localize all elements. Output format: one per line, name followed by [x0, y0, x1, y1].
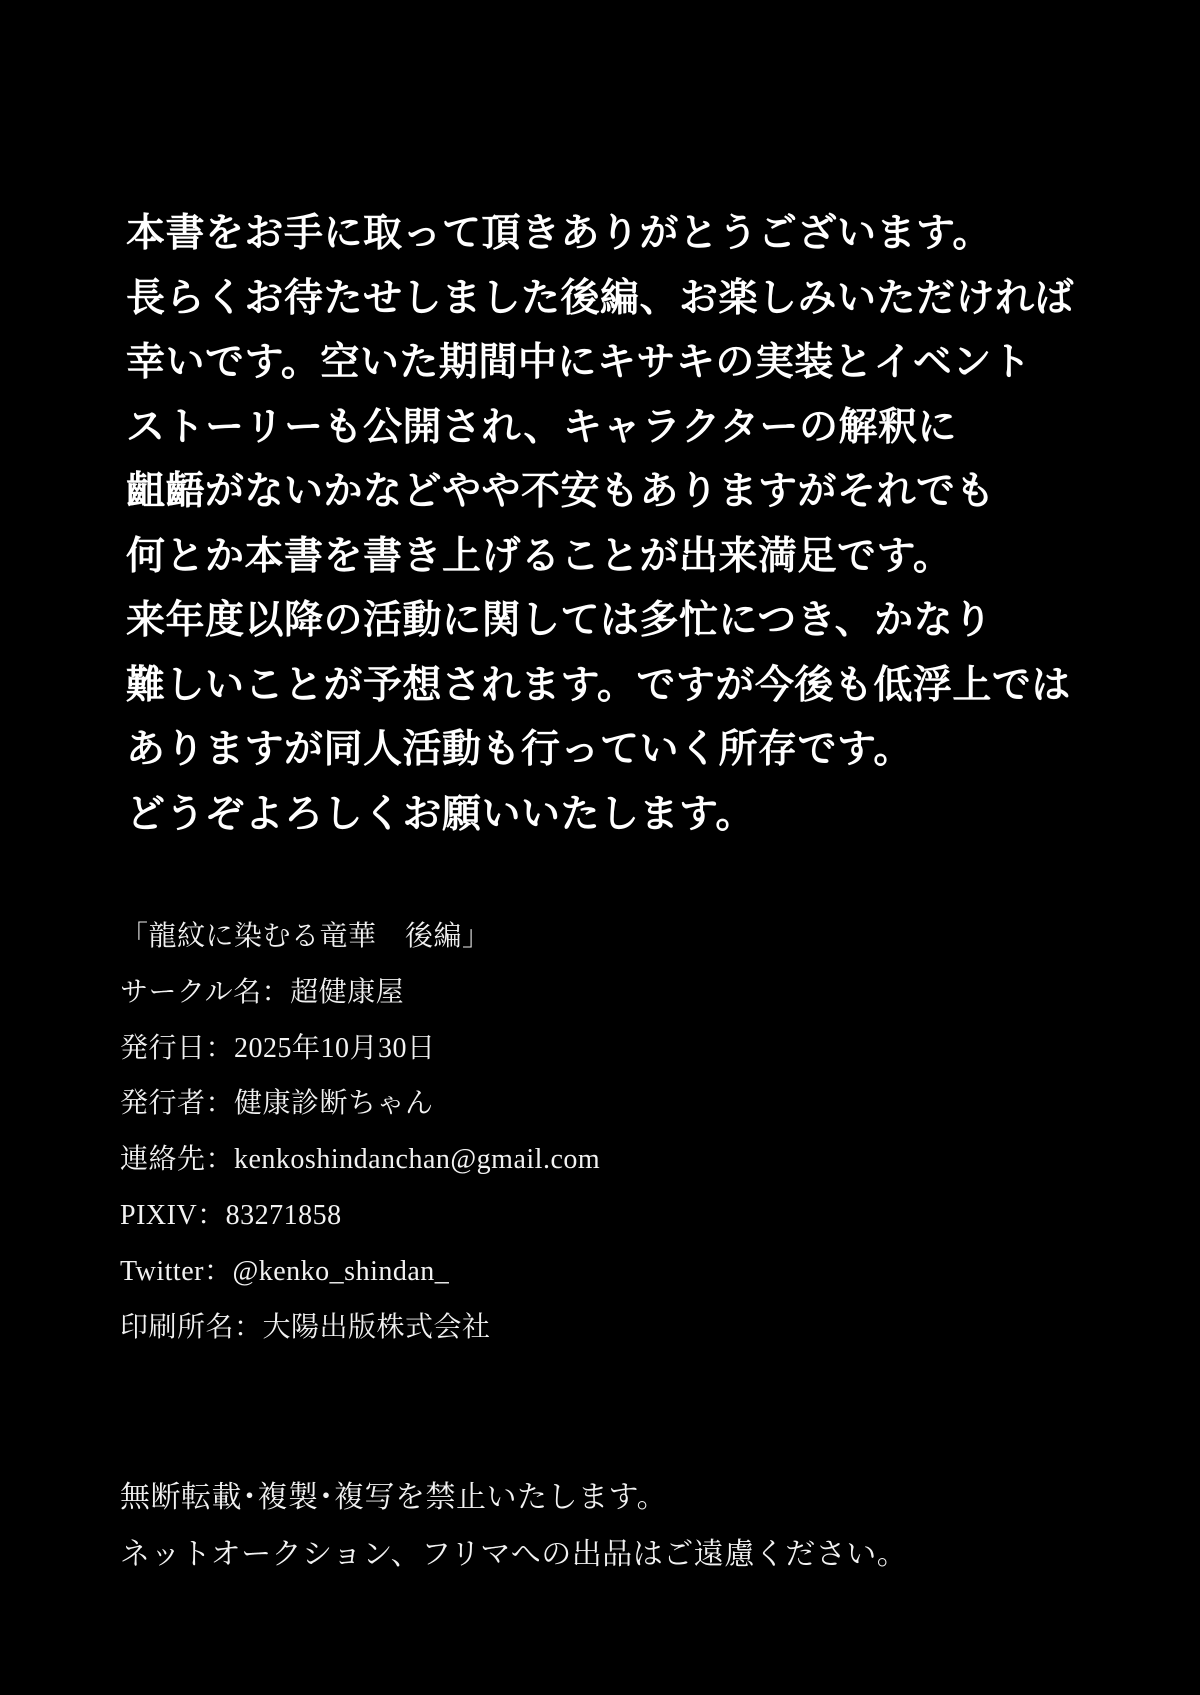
publisher-name: 発行者：健康診断ちゃん	[120, 1088, 434, 1120]
afterword-line-7: 来年度以降の活動に関しては多忙につき、かなり	[126, 599, 993, 642]
twitter-handle: Twitter：@kenko_shindan_	[120, 1255, 450, 1287]
contact-email: 連絡先：kenkoshindanchan@gmail.com	[120, 1144, 601, 1176]
afterword-line-1: 本書をお手に取って頂きありがとうございます。	[126, 212, 992, 255]
afterword-line-10: どうぞよろしくお願いいたします。	[126, 792, 755, 836]
afterword-line-9: ありますが同人活動も行っていく所存です。	[126, 728, 913, 771]
afterword-line-4: ストーリーも公開され、キャラクターの解釈に	[126, 405, 958, 449]
afterword-line-6: 何とか本書を書き上げることが出来満足です。	[126, 534, 953, 578]
legal-notices	[120, 1469, 907, 1583]
afterword-line-3: 幸いです。空いた期間中にキサキの実装とイベント	[126, 341, 1032, 384]
book-title: 「龍紋に染むる竜華 後編」	[120, 921, 491, 952]
afterword-line-2: 長らくお待たせしました後編、お楽しみいただければ	[126, 276, 1075, 320]
afterword-text	[126, 202, 1074, 847]
colophon	[120, 909, 600, 1355]
circle-name: サークル名：超健康屋	[120, 976, 405, 1008]
afterword-line-5: 齟齬がないかなどやや不安もありますがそれでも	[126, 470, 996, 513]
pixiv-id: PIXIV：83271858	[120, 1199, 342, 1231]
printer-name: 印刷所名：大陽出版株式会社	[120, 1311, 491, 1343]
no-resale-notice: ネットオークション、フリマへの出品はご遠慮ください。	[120, 1538, 908, 1571]
afterword-line-8: 難しいことが予想されます。ですが今後も低浮上では	[126, 663, 1071, 707]
no-reproduction-notice: 無断転載･複製･複写を禁止いたします。	[120, 1481, 668, 1514]
publication-date: 発行日：2025年10月30日	[120, 1032, 436, 1064]
